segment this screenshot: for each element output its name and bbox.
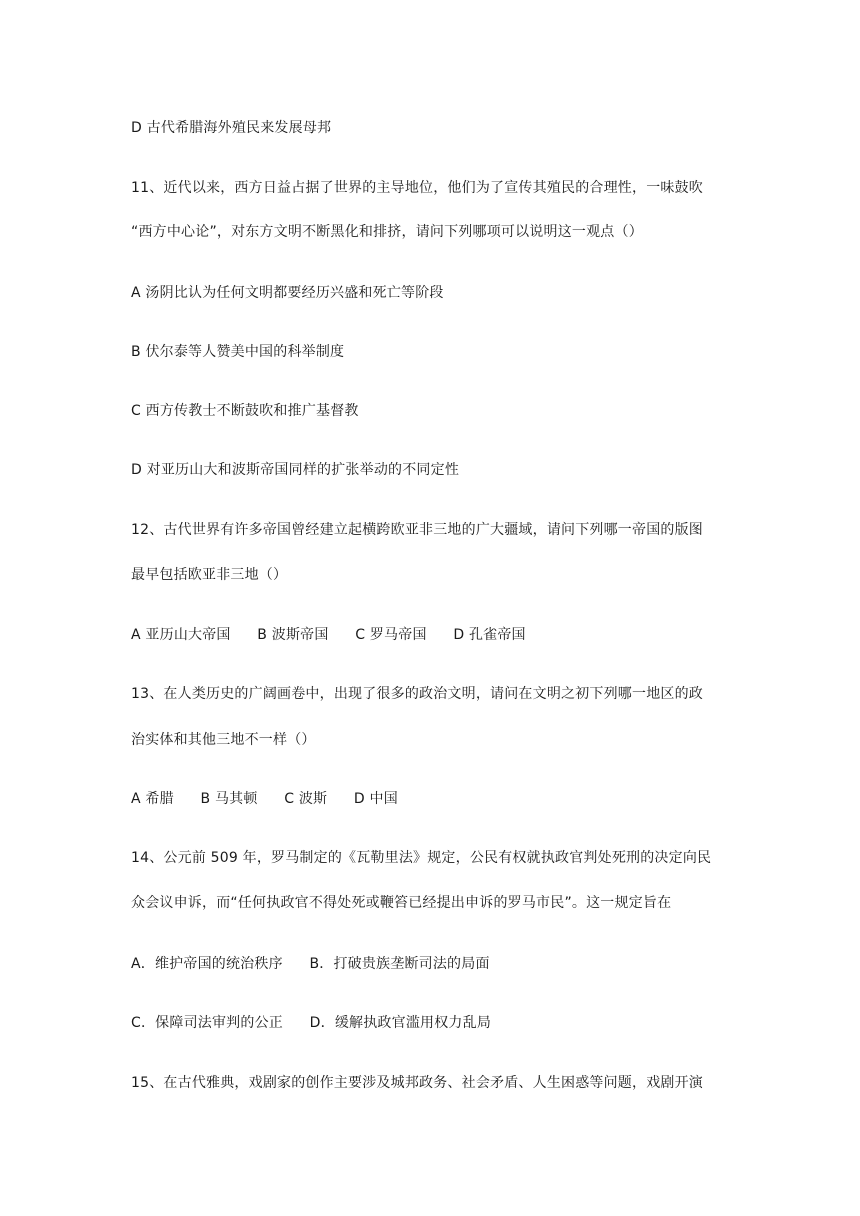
q12-stem-line-2: 最早包括欧亚非三地（） — [131, 567, 288, 583]
q14-options-row-2 — [131, 1013, 491, 1033]
q14-stem-line-1: 14、公元前 509 年，罗马制定的《瓦勒里法》规定，公民有权就执政官判处死刑的决定向民 — [131, 850, 712, 866]
q14-option-c: C．保障司法审判的公正 — [131, 1015, 283, 1031]
q11-option-d: D 对亚历山大和波斯帝国同样的扩张举动的不同定性 — [131, 462, 460, 478]
q12-option-c: C 罗马帝国 — [355, 627, 427, 643]
q11-option-c: C 西方传教士不断鼓吹和推广基督教 — [131, 403, 359, 419]
q13-options — [131, 789, 398, 809]
q11-option-b: B 伏尔泰等人赞美中国的科举制度 — [131, 344, 345, 360]
q11-stem-line-1: 11、近代以来，西方日益占据了世界的主导地位，他们为了宣传其殖民的合理性，一味鼓吹 — [131, 180, 704, 196]
q14-option-a: A．维护帝国的统治秩序 — [131, 956, 283, 972]
q14-options-row-1 — [131, 954, 490, 974]
q15-stem-line-1: 15、在古代雅典，戏剧家的创作主要涉及城邦政务、社会矛盾、人生困惑等问题，戏剧开演 — [131, 1075, 704, 1091]
q11-stem-line-2: “西方中心论”，对东方文明不断黑化和排挤，请问下列哪项可以说明这一观点（） — [131, 224, 643, 240]
q11-option-a: A 汤阴比认为任何文明都要经历兴盛和死亡等阶段 — [131, 285, 444, 301]
q14-stem-line-2: 众会议申诉，而“任何执政官不得处死或鞭笞已经提出申诉的罗马市民”。这一规定旨在 — [131, 895, 672, 911]
q10-option-d: D 古代希腊海外殖民来发展母邦 — [131, 120, 332, 136]
q14-option-d: D．缓解执政官滥用权力乱局 — [309, 1015, 492, 1031]
q12-option-d: D 孔雀帝国 — [453, 627, 526, 643]
q13-stem-line-1: 13、在人类历史的广阔画卷中，出现了很多的政治文明，请问在文明之初下列哪一地区的政 — [131, 686, 704, 702]
q14-option-b: B．打破贵族垄断司法的局面 — [309, 956, 490, 972]
q12-option-b: B 波斯帝国 — [257, 627, 329, 643]
q12-stem-line-1: 12、古代世界有许多帝国曾经建立起横跨欧亚非三地的广大疆域，请问下列哪一帝国的版图 — [131, 522, 704, 538]
q13-stem-line-2: 治实体和其他三地不一样（） — [131, 732, 316, 748]
q13-option-c: C 波斯 — [284, 791, 328, 807]
q13-option-a: A 希腊 — [131, 791, 174, 807]
q12-option-a: A 亚历山大帝国 — [131, 627, 231, 643]
q13-option-b: B 马其顿 — [200, 791, 258, 807]
q12-options — [131, 625, 526, 645]
q13-option-d: D 中国 — [353, 791, 398, 807]
